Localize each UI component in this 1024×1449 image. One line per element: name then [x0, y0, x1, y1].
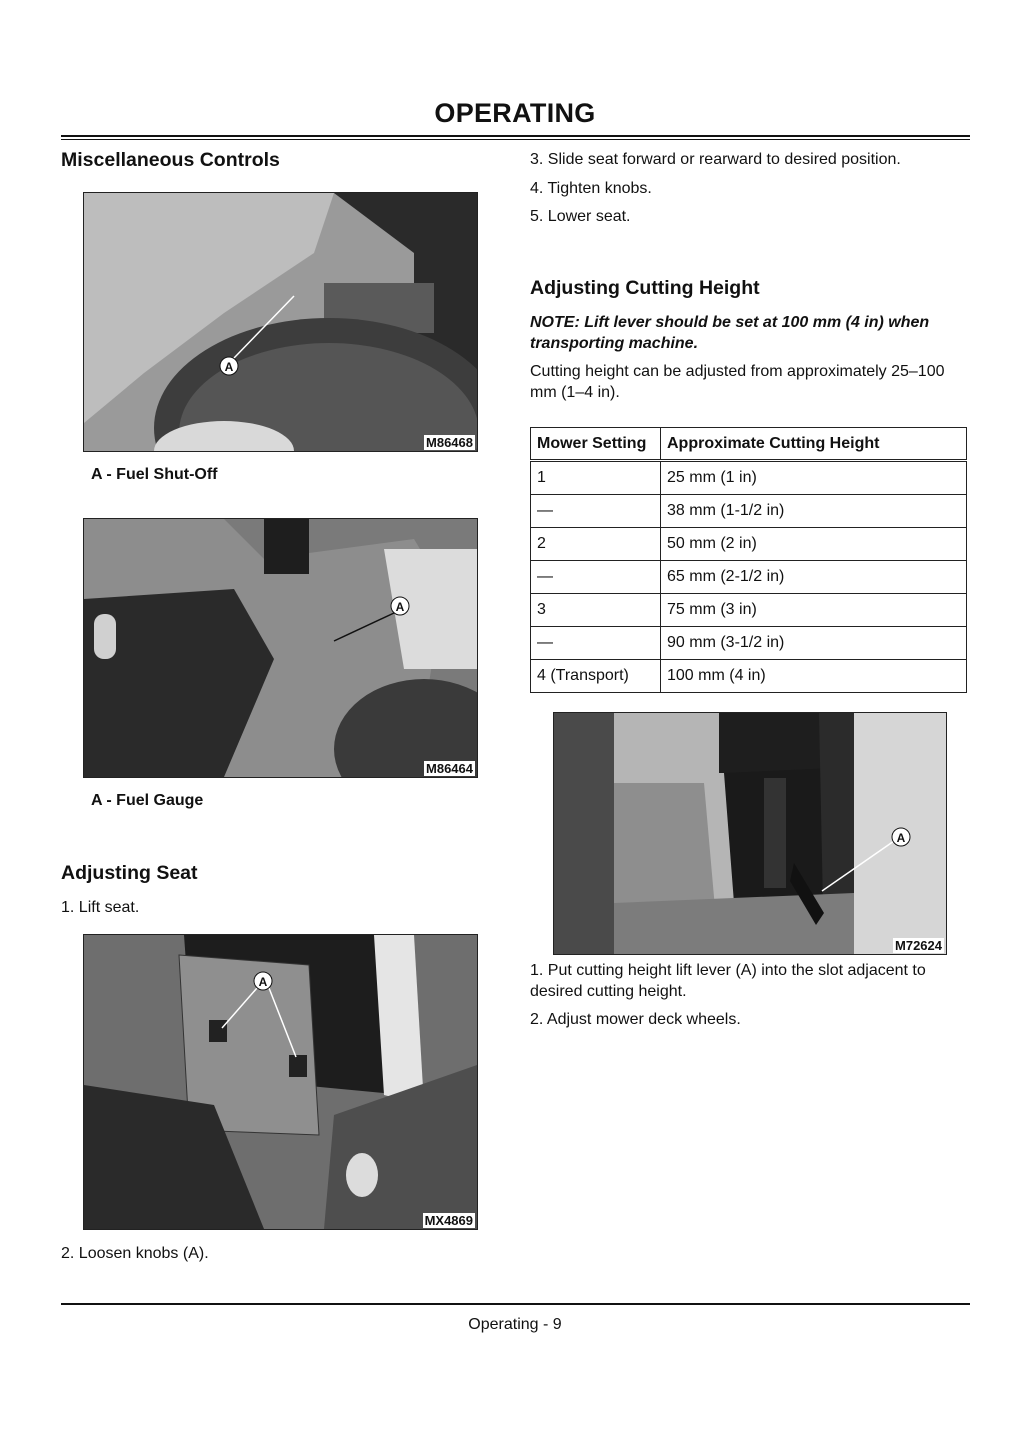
height-cell: 90 mm (3-1/2 in) [661, 627, 967, 660]
height-cell: 38 mm (1-1/2 in) [661, 495, 967, 528]
fig3-id: MX4869 [424, 1213, 473, 1228]
fig1-caption: A - Fuel Shut-Off [91, 466, 218, 483]
fuel-shutoff-photo [83, 192, 478, 452]
header-rule [61, 135, 970, 137]
page-title: OPERATING [434, 98, 596, 128]
fuel-gauge-photo [83, 518, 478, 778]
table-row [531, 461, 967, 495]
table-row [531, 528, 967, 561]
seat-step-2: 2. Loosen knobs (A). [61, 1245, 209, 1262]
table-row [531, 627, 967, 660]
fig1-callout: A [224, 360, 234, 374]
col-mower-setting: Mower Setting [531, 428, 661, 461]
height-cell: 65 mm (2-1/2 in) [661, 561, 967, 594]
fig2-caption: A - Fuel Gauge [91, 792, 204, 809]
setting-cell: — [531, 495, 661, 528]
fig3-callout: A [258, 975, 268, 989]
seat-step-3: 3. Slide seat forward or rearward to desired position. [530, 151, 901, 168]
table-row [531, 495, 967, 528]
setting-cell: 1 [531, 461, 661, 495]
lift-lever-photo [553, 712, 947, 955]
seat-step-1: 1. Lift seat. [61, 899, 140, 916]
height-cell: 75 mm (3 in) [661, 594, 967, 627]
setting-cell: 2 [531, 528, 661, 561]
seat-knobs-photo [83, 934, 478, 1230]
cutting-step-2: 2. Adjust mower deck wheels. [530, 1011, 741, 1028]
table-row [531, 561, 967, 594]
table-header-row [531, 428, 967, 461]
height-cell: 25 mm (1 in) [661, 461, 967, 495]
setting-cell: — [531, 561, 661, 594]
setting-cell: — [531, 627, 661, 660]
fig2-callout: A [395, 600, 405, 614]
fig4-id: M72624 [895, 938, 942, 953]
adjusting-seat-heading: Adjusting Seat [61, 862, 198, 884]
table-row [531, 660, 967, 693]
setting-cell: 3 [531, 594, 661, 627]
cutting-step-1: 1. Put cutting height lift lever (A) into the slot adjacent to desired cutting height. [530, 962, 926, 1000]
table-row [531, 594, 967, 627]
col-approx-height: Approximate Cutting Height [661, 428, 967, 461]
fig4-callout: A [896, 831, 906, 845]
height-cell: 100 mm (4 in) [661, 660, 967, 693]
seat-step-4: 4. Tighten knobs. [530, 180, 652, 197]
height-cell: 50 mm (2 in) [661, 528, 967, 561]
page-footer: Operating - 9 [468, 1316, 562, 1333]
seat-step-5: 5. Lower seat. [530, 208, 631, 225]
cutting-height-heading: Adjusting Cutting Height [530, 277, 760, 299]
cutting-height-intro: Cutting height can be adjusted from approximately 25–100 mm (1–4 in). [530, 363, 945, 401]
setting-cell: 4 (Transport) [531, 660, 661, 693]
transport-note: NOTE: Lift lever should be set at 100 mm (4 in) when transporting machine. [530, 314, 930, 352]
fig2-id: M86464 [426, 761, 473, 776]
cutting-height-table [530, 427, 967, 693]
misc-controls-heading: Miscellaneous Controls [61, 149, 280, 171]
footer-rule [61, 1303, 970, 1305]
fig1-id: M86468 [426, 435, 473, 450]
header-rule-thin [61, 139, 970, 140]
